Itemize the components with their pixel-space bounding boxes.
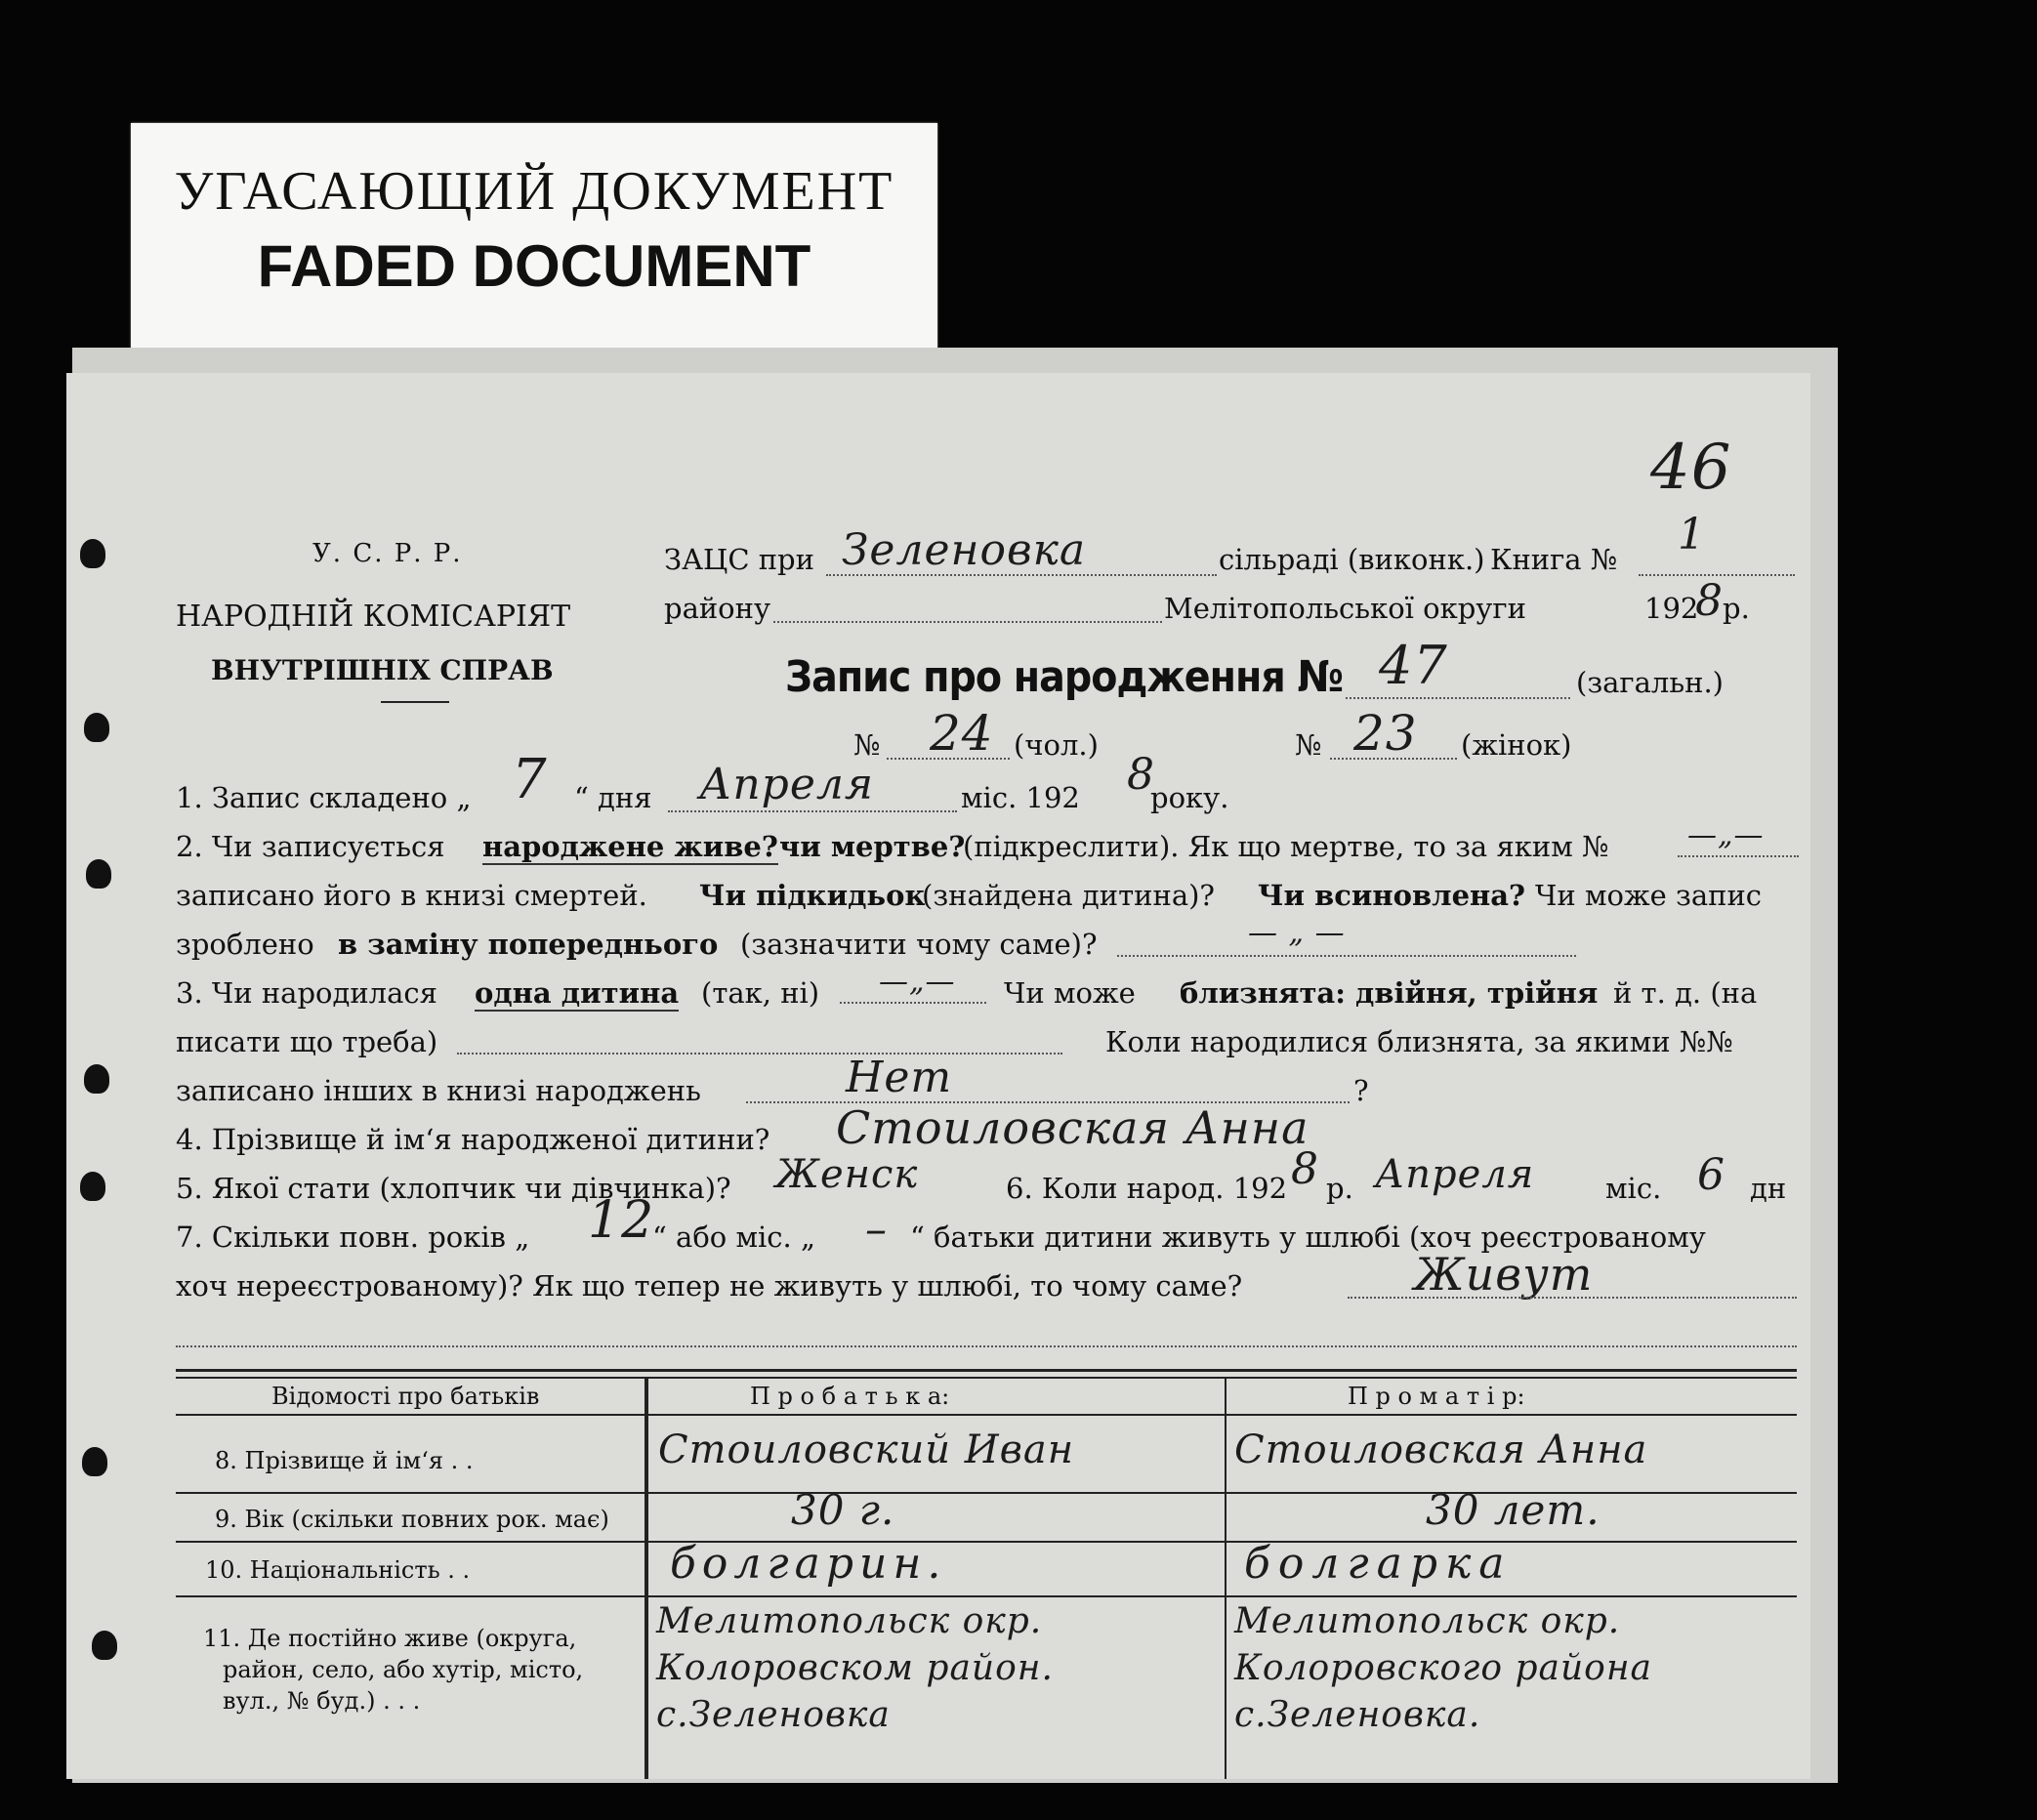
binding-hole — [92, 1631, 117, 1660]
q1-year: 8 — [1127, 750, 1155, 800]
male-number: 24 — [930, 705, 994, 762]
q4-child-name: Стоиловская Анна — [836, 1101, 1310, 1154]
binding-hole — [80, 1172, 105, 1201]
q3-note: (так, ні) — [701, 976, 820, 1010]
fill-line — [1346, 697, 1570, 699]
q7-label: 7. Скільки повн. років „ — [176, 1220, 530, 1254]
q3-value: —„— — [879, 965, 956, 999]
female-no-label: № — [1295, 728, 1322, 762]
q6-month-label: міс. — [1605, 1172, 1662, 1205]
q6-year: 8 — [1291, 1144, 1319, 1194]
year-suffix: р. — [1723, 592, 1750, 625]
q1-label-b: “ дня — [574, 781, 652, 814]
q4-label: 4. Прізвище й ім‘я народженої дитини? — [176, 1123, 770, 1156]
q7-months: – — [865, 1205, 888, 1255]
father-residence-2: Колоровском район. — [656, 1648, 1054, 1688]
q1-day: 7 — [512, 748, 548, 811]
binding-hole — [84, 1064, 109, 1094]
q3-label-d: Чи може — [1004, 976, 1136, 1010]
record-number: 47 — [1379, 635, 1448, 696]
q2-replacement-value: — „ — — [1248, 916, 1346, 950]
q7-label-c: “ батьки дитини живуть у шлюбі (хоч реєстрованому — [910, 1220, 1706, 1254]
mother-name: Стоиловская Анна — [1234, 1427, 1648, 1472]
row-residence-label-1: 11. Де постійно живе (округа, — [203, 1625, 577, 1652]
q3-label-f: й т. д. (на — [1613, 976, 1758, 1010]
female-number: 23 — [1353, 705, 1418, 762]
binding-hole — [80, 539, 105, 568]
q3-line3: записано інших в книзі народжень — [176, 1074, 701, 1107]
usrr-heading: У. С. Р. Р. — [312, 539, 463, 568]
fill-line — [457, 1053, 1062, 1055]
book-value: 1 — [1678, 510, 1706, 559]
q1-label-c: міс. 192 — [961, 781, 1080, 814]
mother-residence-3: с.Зеленовка. — [1234, 1695, 1481, 1735]
year-digit: 8 — [1695, 576, 1724, 626]
fill-line — [840, 1002, 986, 1004]
year-prefix: 192 — [1644, 592, 1699, 625]
fill-line — [1348, 1297, 1797, 1299]
q3-single: одна дитина — [475, 976, 680, 1010]
mother-residence-2: Колоровского района — [1234, 1648, 1652, 1688]
q2-adopted: Чи всиновлена? — [1258, 879, 1526, 912]
q2-line3: зроблено — [176, 928, 314, 961]
internal-affairs-heading: ВНУТРІШНІХ СПРАВ — [211, 654, 554, 686]
q6-day: 6 — [1697, 1150, 1725, 1200]
faded-document-label — [131, 123, 937, 355]
q2-alive: народжене живе? — [482, 830, 778, 863]
row-residence-label-2: район, село, або хутір, місто, — [223, 1656, 584, 1683]
q2-label-d: (підкреслити). Як що мертве, то за яким № — [963, 830, 1609, 863]
q5-sex: Женск — [775, 1152, 919, 1197]
table-row-rule — [176, 1541, 1797, 1543]
mother-residence-1: Мелитопольск окр. — [1234, 1601, 1621, 1641]
q7-label-b: “ або міс. „ — [652, 1220, 816, 1254]
q2-dead: чи мертве? — [779, 830, 966, 863]
female-label: (жінок) — [1461, 728, 1572, 762]
father-residence-3: с.Зеленовка — [656, 1695, 891, 1735]
q2-replacement-note: (зазначити чому саме)? — [740, 928, 1098, 961]
male-no-label: № — [853, 728, 881, 762]
label-text-ru: УГАСАЮЩИЙ ДОКУМЕНТ — [174, 161, 894, 222]
okrug-label: Мелітопольської округи — [1164, 592, 1526, 625]
q3-twins-question: Коли народилися близнята, за якими №№ — [1105, 1025, 1733, 1058]
raion-label: району — [664, 592, 771, 625]
q5-label: 5. Якої стати (хлопчик чи дівчинка)? — [176, 1172, 731, 1205]
q1-label-d: року. — [1150, 781, 1229, 814]
mother-age: 30 лет. — [1426, 1486, 1600, 1534]
q3-line2: писати що треба) — [176, 1025, 438, 1058]
q3-other-value: Нет — [846, 1053, 953, 1102]
table-col-rule — [644, 1377, 648, 1779]
q7-years: 12 — [588, 1191, 655, 1250]
fill-line — [826, 574, 1217, 576]
binding-hole — [86, 859, 111, 889]
fill-line — [1678, 855, 1799, 857]
table-top-rule — [176, 1369, 1797, 1372]
fill-line — [773, 621, 1162, 623]
q7-value: Живут — [1414, 1248, 1594, 1301]
commissariat-heading: НАРОДНІЙ КОМІСАРІЯТ — [176, 600, 571, 634]
table-row-rule — [176, 1414, 1797, 1416]
father-residence-1: Мелитопольск окр. — [656, 1601, 1043, 1641]
table-head-father: П р о б а т ь к а: — [750, 1383, 950, 1410]
fill-line — [1330, 758, 1457, 760]
q2-line2-end: Чи може запис — [1535, 879, 1763, 912]
q1-month: Апреля — [699, 760, 875, 809]
birth-record-sheet — [66, 373, 1810, 1779]
row-nationality-label: 10. Національність . . — [205, 1556, 471, 1584]
fill-line — [887, 758, 1010, 760]
q7-line2: хоч нереєстрованому)? Як що тепер не живуть у шлюбі, то чому саме? — [176, 1269, 1243, 1303]
q2-replacement: в заміну попереднього — [338, 928, 719, 961]
q2-label: 2. Чи записується — [176, 830, 445, 863]
q2-foundling: Чи підкидьок — [699, 879, 926, 912]
divider — [381, 701, 449, 703]
silradi-label: сільраді (виконк.) — [1219, 543, 1485, 576]
table-top-rule — [176, 1377, 1797, 1379]
q6-day-label: дн — [1750, 1172, 1787, 1205]
row-residence-label-3: вул., № буд.) . . . — [223, 1687, 421, 1715]
father-age: 30 г. — [791, 1486, 895, 1534]
general-label: (загальн.) — [1576, 666, 1724, 699]
binding-hole — [82, 1447, 107, 1476]
record-title: Запис про народження № — [785, 652, 1344, 702]
binding-hole — [84, 713, 109, 742]
q2-line2: записано його в книзі смертей. — [176, 879, 647, 912]
q2-foundling-note: (знайдена дитина)? — [922, 879, 1215, 912]
row-age-label: 9. Вік (скільки повних рок. має) — [215, 1506, 609, 1533]
father-nationality: болгарин. — [670, 1539, 947, 1589]
book-label: Книга № — [1490, 543, 1618, 576]
q3-twins: близнята: двійня, трійня — [1180, 976, 1599, 1010]
q6-month: Апреля — [1375, 1152, 1535, 1197]
village-value: Зеленовка — [842, 525, 1087, 575]
table-head-parents: Відомості про батьків — [271, 1383, 540, 1410]
fill-line — [176, 1345, 1797, 1347]
row-name-label: 8. Прізвище й ім‘я . . — [215, 1447, 474, 1474]
table-row-rule — [176, 1595, 1797, 1597]
q6-year-suffix: р. — [1326, 1172, 1353, 1205]
mother-nationality: болгарка — [1244, 1539, 1513, 1589]
fill-line — [668, 810, 957, 812]
label-text-en: FADED DOCUMENT — [257, 233, 811, 299]
table-col-rule — [1225, 1377, 1226, 1779]
page-number: 46 — [1650, 432, 1732, 504]
q3-question-mark: ? — [1353, 1074, 1369, 1107]
q3-label: 3. Чи народилася — [176, 976, 437, 1010]
father-name: Стоиловский Иван — [658, 1427, 1075, 1472]
q1-label: 1. Запис складено „ — [176, 781, 472, 814]
table-head-mother: П р о м а т і р: — [1348, 1383, 1525, 1410]
q2-value: —„— — [1687, 818, 1765, 852]
q6-label: 6. Коли народ. 192 — [1006, 1172, 1288, 1205]
zats-label: ЗАЦС при — [664, 543, 814, 576]
male-label: (чол.) — [1014, 728, 1099, 762]
fill-line — [1117, 955, 1576, 957]
